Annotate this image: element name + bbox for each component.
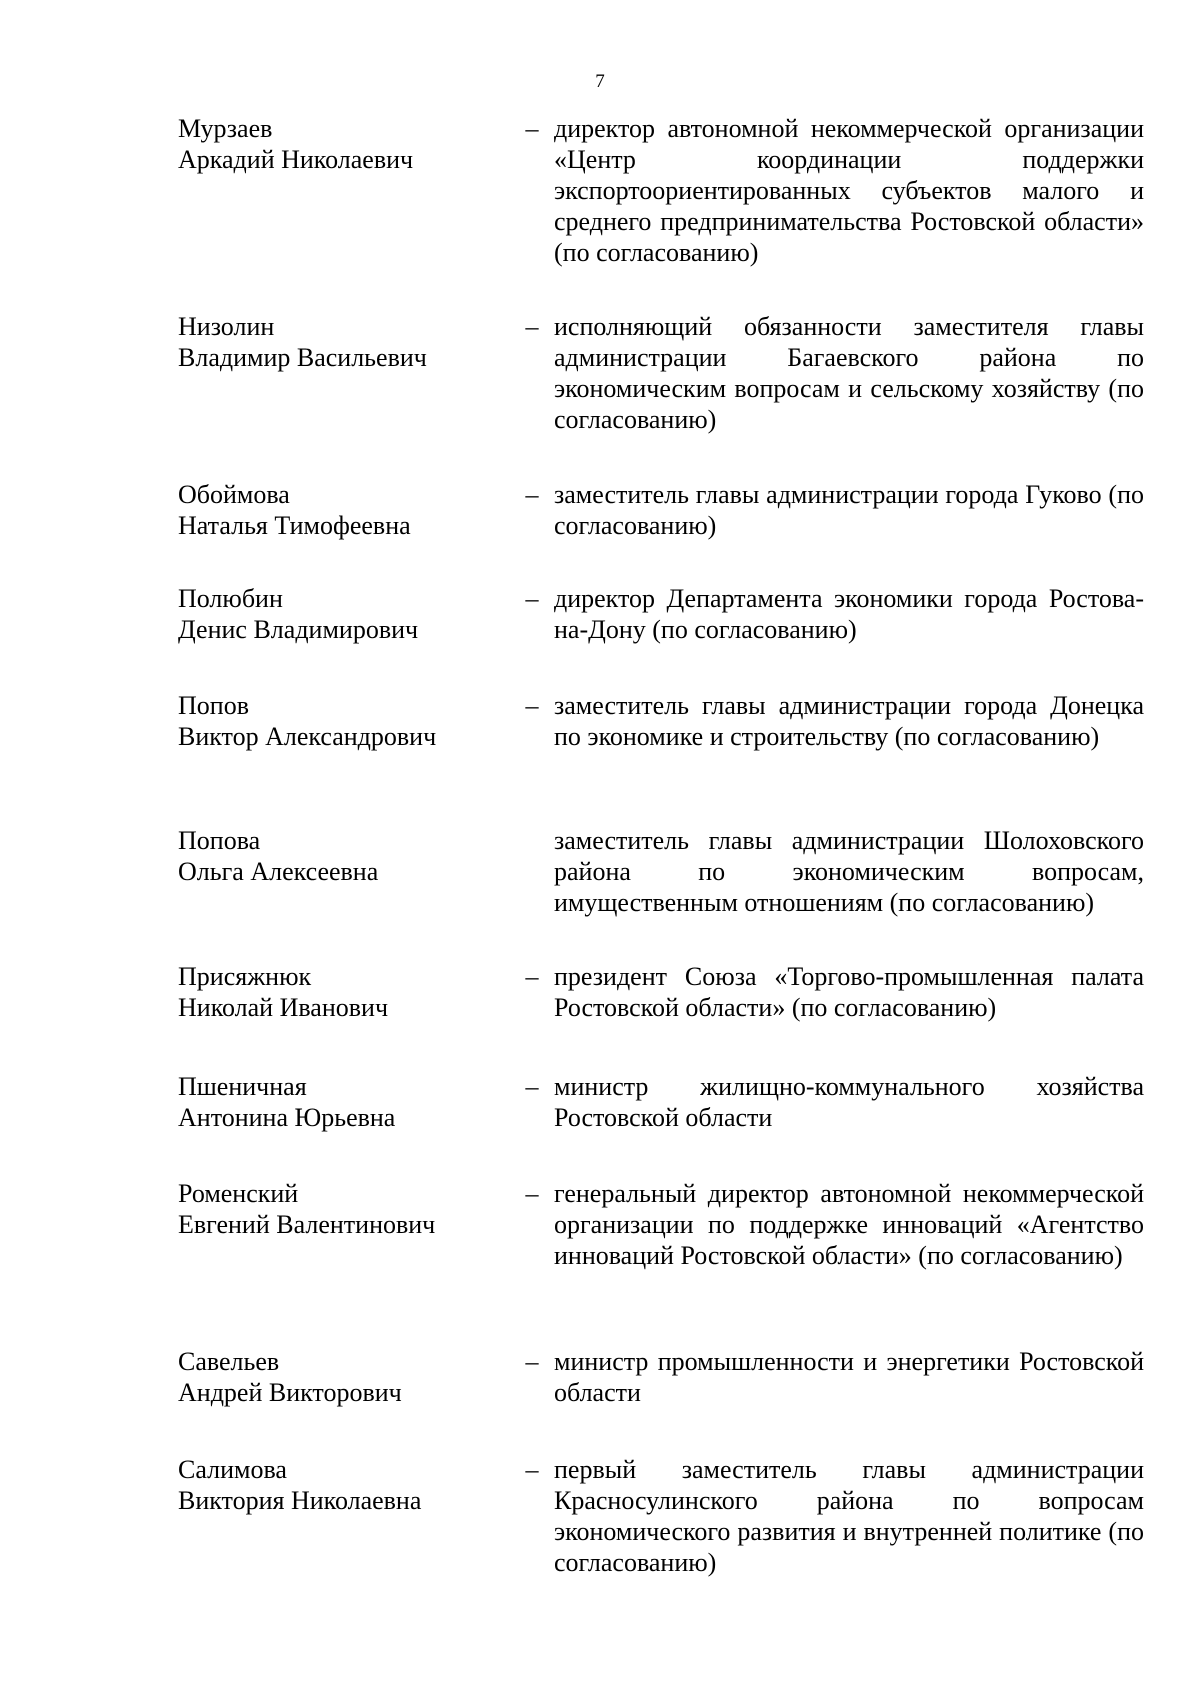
member-position: исполняющий обязанности заместителя главы администрации Багаевского района по экономическим вопросам и сельскому хозяйству (по согласованию) (554, 312, 1144, 434)
dash-separator: – (525, 312, 539, 341)
member-position: генеральный директор автономной некоммерческой организации по поддержке инноваций «Агентство инноваций Ростовской области» (по согласованию) (554, 1179, 1144, 1270)
page-number: 7 (595, 71, 605, 92)
dash-separator: – (525, 584, 539, 613)
member-position: заместитель главы администрации города Гуково (по согласованию) (554, 480, 1144, 540)
member-given-name: Андрей Викторович (178, 1378, 402, 1407)
member-given-name: Аркадий Николаевич (178, 145, 414, 174)
member-surname: Попов (178, 691, 249, 720)
member-surname: Низолин (178, 312, 275, 341)
member-given-name: Ольга Алексеевна (178, 857, 379, 886)
member-surname: Мурзаев (178, 114, 273, 143)
member-name (178, 690, 508, 752)
dash-separator: – (525, 1179, 539, 1208)
member-name (178, 113, 508, 175)
member-surname: Обоймова (178, 480, 290, 509)
member-name (178, 1178, 508, 1240)
member-name (178, 479, 508, 541)
member-name (178, 961, 508, 1023)
member-position: первый заместитель главы администрации Красносулинского района по вопросам экономического развития и внутренней политике (по согласованию) (554, 1455, 1144, 1577)
member-given-name: Антонина Юрьевна (178, 1103, 396, 1132)
dash-separator: – (525, 1347, 539, 1376)
member-given-name: Евгений Валентинович (178, 1210, 436, 1239)
member-name (178, 583, 508, 645)
member-position: директор Департамента экономики города Ростова-на-Дону (по согласованию) (554, 584, 1144, 644)
member-surname: Савельев (178, 1347, 280, 1376)
member-given-name: Наталья Тимофеевна (178, 511, 411, 540)
member-surname: Попова (178, 826, 261, 855)
member-name (178, 1454, 508, 1516)
member-surname: Пшеничная (178, 1072, 307, 1101)
member-position: министр жилищно-коммунального хозяйства Ростовской области (554, 1072, 1144, 1132)
dash-separator: – (525, 962, 539, 991)
member-position: заместитель главы администрации Шолоховского района по экономическим вопросам, имущественным отношениям (по согласованию) (554, 826, 1144, 917)
dash-separator: – (525, 1072, 539, 1101)
member-given-name: Владимир Васильевич (178, 343, 427, 372)
member-name (178, 825, 508, 887)
member-given-name: Виктория Николаевна (178, 1486, 422, 1515)
dash-separator: – (525, 114, 539, 143)
dash-separator: – (525, 480, 539, 509)
member-position: министр промышленности и энергетики Ростовской области (554, 1347, 1144, 1407)
member-name (178, 1071, 508, 1133)
member-surname: Салимова (178, 1455, 287, 1484)
member-given-name: Денис Владимирович (178, 615, 419, 644)
member-surname: Роменский (178, 1179, 299, 1208)
member-position: президент Союза «Торгово-промышленная палата Ростовской области» (по согласованию) (554, 962, 1144, 1022)
member-surname: Присяжнюк (178, 962, 312, 991)
member-position: заместитель главы администрации города Донецка по экономике и строительству (по согласованию) (554, 691, 1144, 751)
member-surname: Полюбин (178, 584, 283, 613)
member-given-name: Виктор Александрович (178, 722, 437, 751)
dash-separator: – (525, 691, 539, 720)
member-given-name: Николай Иванович (178, 993, 389, 1022)
member-position: директор автономной некоммерческой организации «Центр координации поддержки экспортоориентированных субъектов малого и среднего предпринимательства Ростовской области» (по согласованию) (554, 114, 1144, 267)
dash-separator: – (525, 1455, 539, 1484)
member-name (178, 311, 508, 373)
member-name (178, 1346, 508, 1408)
